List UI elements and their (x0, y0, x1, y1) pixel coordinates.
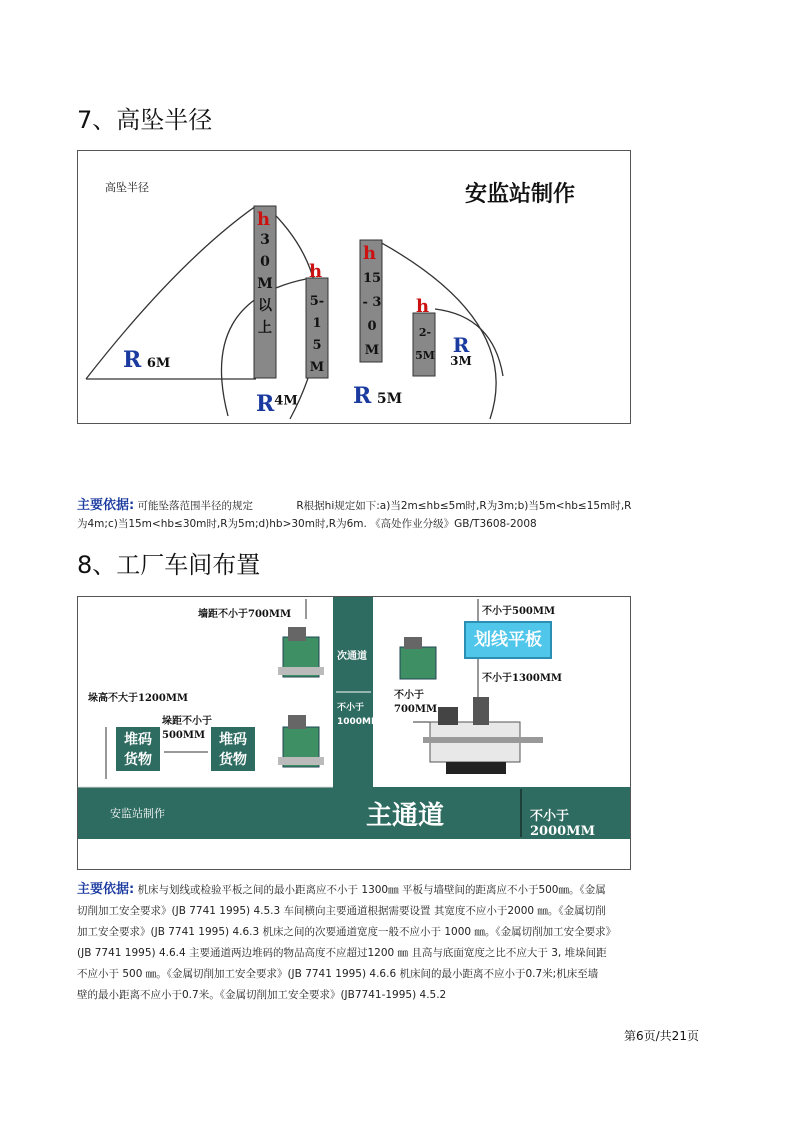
min-2000-label: 不小于2000MM (530, 809, 595, 839)
basis-text: R根据hi规定如下:a)当2m≤hb≤5m时,R为3m;b)当5m<hb≤15m时,R (296, 500, 632, 512)
machine-icon (400, 637, 436, 679)
credit-label: 安监站制作 (110, 807, 165, 820)
section-7-heading: 7、高坠半径 (77, 106, 213, 134)
stack-height-label: 垛高不大于1200MM (88, 693, 188, 704)
basis-line: 壁的最小距离不应小于0.7米。《金属切削加工安全要求》(JB7741-1995) 4.5.2 (77, 989, 447, 1001)
basis-label: 主要依据: (77, 882, 135, 897)
radius-label-5m (353, 383, 402, 409)
cargo-box-2: 堆码 货物 (211, 727, 255, 771)
pole-h-label: h (257, 209, 271, 230)
pole-15-30m-text: 15- 30 M (362, 271, 382, 358)
radius-label-6m (123, 347, 170, 373)
fall-radius-figure (77, 150, 631, 424)
min-700-label: 不小于 700MM (394, 690, 438, 715)
basis-line: 不应小于 500 ㎜。《金属切削加工安全要求》(JB 7741 1995) 4.6.6 机床间的最小距离不应小于0.7米;机床至墙 (77, 968, 599, 980)
basis-line: 切削加工安全要求》(JB 7741 1995) 4.5.3 车间横向主要通道根据需要设置 其宽度不应小于2000 ㎜。《金属切削 (77, 905, 606, 917)
basis-line: (JB 7741 1995) 4.6.4 主要通道两边堆码的物品高度不应超过1200 ㎜ 且高与底面宽度之比不应大于 3, 堆垛间距 (77, 947, 607, 959)
radius-value: 6M (146, 356, 171, 371)
pole-2-5m-text: 2- 5M (415, 326, 435, 362)
pole-30m-text: 30 M 以 上 (257, 232, 273, 336)
radius-r: R (353, 383, 372, 409)
marking-plate: 划线平板 (464, 621, 552, 659)
radius-label-4m (256, 391, 298, 417)
arc-6m (86, 206, 256, 379)
pole-5-15m-text: 5- 15 M (309, 294, 325, 375)
section-7-basis (77, 497, 707, 533)
wall-distance-label: 墙距不小于700MM (198, 609, 292, 620)
radius-label-3m (446, 333, 476, 369)
workshop-layout-figure (77, 596, 631, 870)
pole-h-label: h (363, 243, 377, 264)
basis-label: 主要依据: (77, 498, 135, 513)
basis-line (77, 497, 707, 515)
radius-value: 5M (376, 391, 403, 407)
main-aisle-label: 主通道 (366, 801, 445, 831)
machine-icon (278, 715, 324, 767)
basis-text: 机床与划线或检验平板之间的最小距离应不小于 1300㎜ 平板与墙壁间的距离应不小于500㎜。《金属 (137, 884, 606, 896)
min-500-label: 不小于500MM (482, 606, 556, 617)
secondary-aisle-label: 次通道 (337, 651, 367, 662)
radius-value: 3M (450, 354, 472, 368)
radius-r: R (256, 391, 275, 417)
basis-line: 为4m;c)当15m<hb≤30m时,R为5m;d)hb>30m时,R为6m. 《高处作业分级》GB/T3608-2008 (77, 518, 537, 530)
figure-title: 安监站制作 (465, 181, 576, 207)
min-1000-label: 不小于 1000MM (337, 703, 380, 727)
radius-r: R (452, 333, 470, 357)
section-8-heading: 8、工厂车间布置 (77, 551, 261, 579)
basis-text: 可能坠落范围半径的规定 (137, 500, 254, 512)
pole-h-label: h (416, 296, 430, 317)
corner-label: 高坠半径 (105, 181, 149, 194)
cargo-box-1: 堆码 货物 (116, 727, 160, 771)
grinder-machine-icon (423, 697, 543, 774)
radius-r: R (123, 347, 142, 373)
basis-line: 加工安全要求》(JB 7741 1995) 4.6.3 机床之间的次要通道宽度一般不应小于 1000 ㎜。《金属切削加工安全要求》 (77, 926, 617, 938)
pole-h-label: h (309, 261, 323, 282)
basis-line (77, 879, 707, 901)
section-8-basis (77, 879, 707, 1006)
machine-icon (278, 627, 324, 677)
radius-value: 4M (274, 393, 298, 409)
page-number: 第6页/共21页 (624, 1029, 699, 1043)
min-1300-label: 不小于1300MM (482, 673, 562, 684)
stack-distance-label: 垛距不小于 500MM (162, 716, 212, 741)
